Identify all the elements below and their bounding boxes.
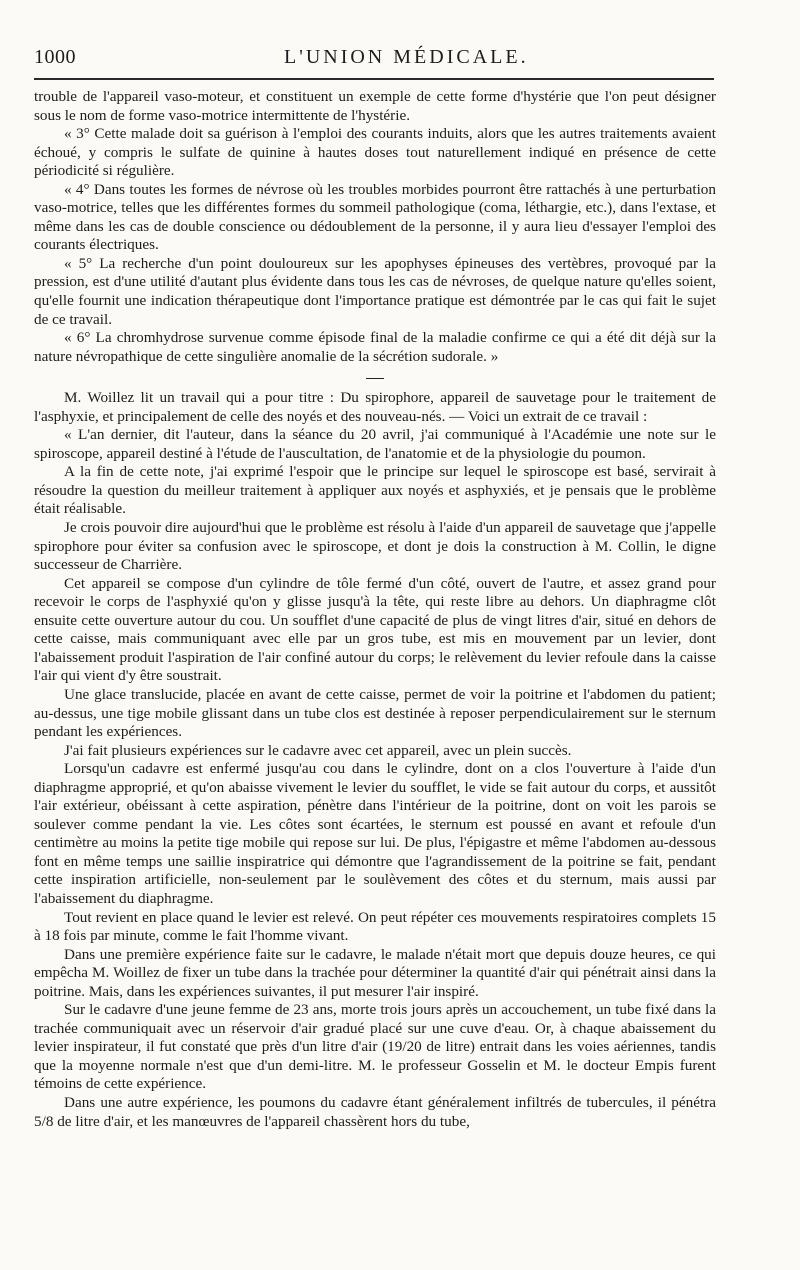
article-body <box>34 88 716 1131</box>
paragraph: J'ai fait plusieurs expériences sur le cadavre avec cet appareil, avec un plein succès. <box>64 741 572 759</box>
page-number: 1000 <box>34 46 76 68</box>
section-separator <box>366 378 384 379</box>
running-title: L'UNION MÉDICALE. <box>284 46 529 68</box>
paragraph: Lorsqu'un cadavre est enfermé jusqu'au cou dans le cylindre, dont on a clos l'ouverture à l'aide d'un diaphragme approprié, et qu'on abaisse vivement le levier du soufflet, le vide se fait autour du corps, et aussitôt l'air extérieur, obéissant à cette aspiration, pénètre dans l'intérieur de la poitrine, dont on voit les parois se soulever comme pendant la vie. Les côtes sont écartées, le sternum est poussé en avant et refoule d'un centimètre au moins la petite tige mobile qui repose sur lui. De plus, l'épigastre et même l'abdomen au-dessous font en même temps une saillie inspiratrice qui démontre que l'agrandissement de la poitrine se fait, pendant cette inspiration artificielle, non-seulement par le soulèvement des côtes et du sternum, mais aussi par l'abaissement du diaphragme. <box>34 760 716 907</box>
paragraph-continuation: trouble de l'appareil vaso-moteur, et constituent un exemple de cette forme d'hystérie que l'on peut désigner sous le nom de forme vaso-motrice intermittente de l'hystérie. <box>34 88 716 124</box>
conclusion-3: « 3° Cette malade doit sa guérison à l'emploi des courants induits, alors que les autres traitements avaient échoué, y compris le sulfate de quinine à hautes doses tout naturellement indiqué en présence de cette périodicité si régulière. <box>34 125 716 180</box>
paragraph: A la fin de cette note, j'ai exprimé l'espoir que le principe sur lequel le spiroscope est basé, servirait à résoudre la question du meilleur traitement à appliquer aux noyés et asphyxiés, et je pensais que le problème était réalisable. <box>34 463 716 518</box>
conclusion-5: « 5° La recherche d'un point douloureux sur les apophyses épineuses des vertèbres, provoqué par la pression, est d'une utilité d'autant plus évidente dans tous les cas de névroses, de quelque nature qu'elles soient, qu'elle fournit une indication thérapeutique dont l'importance pratique est démontrée par le cas qui fait le sujet de ce travail. <box>34 254 716 328</box>
paragraph: Une glace translucide, placée en avant de cette caisse, permet de voir la poitrine et l'abdomen du patient; au-dessus, une tige mobile glissant dans un tube clos est destinée à reposer perpendiculairement sur le sternum pendant les expériences. <box>34 685 716 741</box>
paragraph: Dans une première expérience faite sur le cadavre, le malade n'était mort que depuis douze heures, ce qui empêcha M. Woillez de fixer un tube dans la trachée pour déterminer la quantité d'air qui pénétrait ainsi dans la poitrine. Mais, dans les expériences suivantes, il put mesurer l'air inspiré. <box>34 945 716 1000</box>
paragraph: Je crois pouvoir dire aujourd'hui que le problème est résolu à l'aide d'un appareil de sauvetage que j'appelle spirophore pour éviter sa confusion avec le spiroscope, et dont je dois la construction à M. Collin, le digne successeur de Charrière. <box>34 519 716 574</box>
conclusion-6: « 6° La chromhydrose survenue comme épisode final de la maladie confirme ce qui a été dit déjà sur la nature névropathique de cette singulière anomalie de la sécrétion sudorale. » <box>34 329 716 365</box>
header-rule <box>34 78 714 80</box>
paragraph: « L'an dernier, dit l'auteur, dans la séance du 20 avril, j'ai communiqué à l'Académie une note sur le spiroscope, appareil destiné à l'étude de l'auscultation, de l'anatomie et de la physiologie du poumon. <box>34 426 716 462</box>
paragraph: Tout revient en place quand le levier est relevé. On peut répéter ces mouvements respiratoires complets 15 à 18 fois par minute, comme le fait l'homme vivant. <box>34 908 716 945</box>
conclusion-4: « 4° Dans toutes les formes de névrose où les troubles morbides pourront être rattachés à une perturbation vaso-motrice, telles que les différentes formes du sommeil pathologique (coma, léthargie, etc.), dans l'extase, et même dans les cas de double conscience ou dédoublement de la personne, il y aura lieu d'essayer l'emploi des courants électriques. <box>34 180 716 254</box>
page-header <box>34 46 714 76</box>
paragraph: Sur le cadavre d'une jeune femme de 23 ans, morte trois jours après un accouchement, un tube fixé dans la trachée communiquait avec un réservoir d'air gradué placé sur une cuve d'eau. Or, à chaque abaissement du levier inspirateur, il fut constaté que près d'un litre d'air (19/20 de litre) entrait dans les voies aériennes, tandis que la moyenne normale n'est que d'un demi-litre. M. le professeur Gosselin et M. le docteur Empis furent témoins de cette expérience. <box>34 1001 716 1093</box>
paragraph: Dans une autre expérience, les poumons du cadavre étant généralement infiltrés de tubercules, il pénétra 5/8 de litre d'air, et les manœuvres de l'appareil chassèrent hors du tube, <box>34 1093 716 1130</box>
paragraph: Cet appareil se compose d'un cylindre de tôle fermé d'un côté, ouvert de l'autre, et assez grand pour recevoir le corps de l'asphyxié qu'on y glisse jusqu'à la tête, qui reste libre au dehors. Un diaphragme clôt ensuite cette ouverture autour du cou. Un soufflet d'une capacité de plus de vingt litres d'air, situé en dehors de cette caisse, mais communiquant avec elle par un gros tube, est mis en mouvement par un levier, dont l'abaissement produit l'aspiration de l'air confiné autour du corps; le relèvement du levier refoule dans la caisse l'air qui vient d'y être soustrait. <box>34 574 716 685</box>
woillez-intro: M. Woillez lit un travail qui a pour titre : Du spirophore, appareil de sauvetage pour le traitement de l'asphyxie, et principalement de celle des noyés et des nouveau-nés. — Voici un extrait de ce travail : <box>34 389 716 425</box>
